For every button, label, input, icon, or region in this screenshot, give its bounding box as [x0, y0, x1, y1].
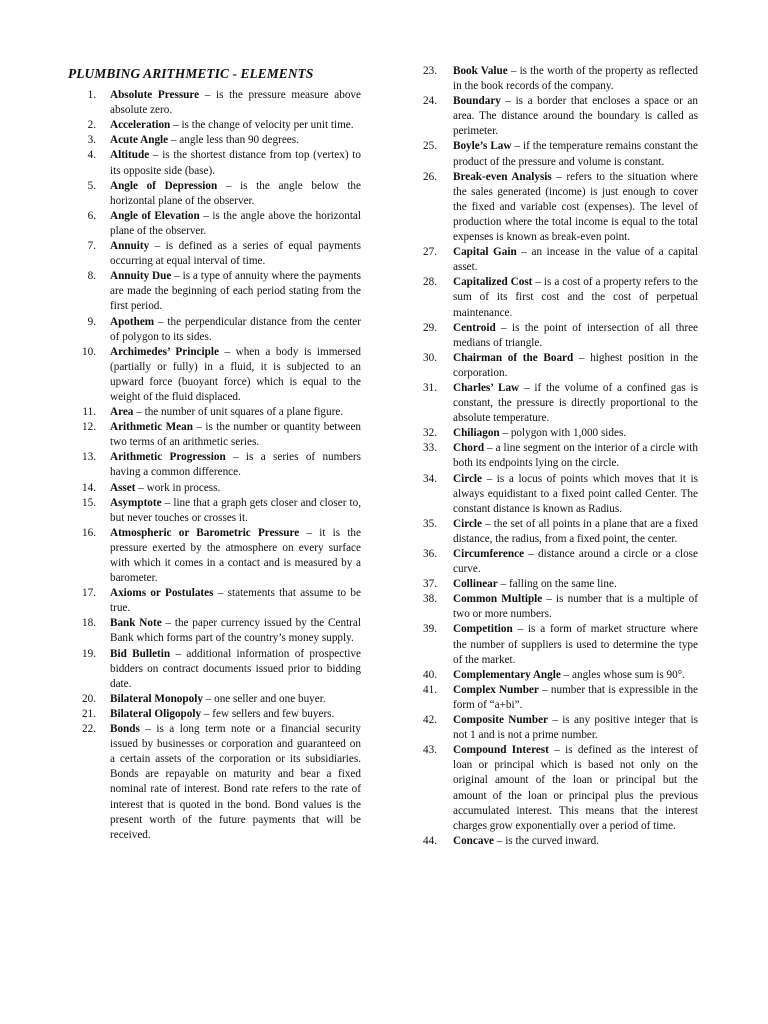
entry-body	[96, 345, 361, 405]
entry-body	[437, 170, 698, 245]
entry-term: Circle	[453, 517, 482, 530]
entry-definition: – is a type of annuity where the payments are made the beginning of each period stating from the first period.	[110, 270, 361, 313]
entry-body	[437, 426, 698, 441]
entry-definition: – is any positive integer that is not 1 and is not a prime number.	[453, 714, 698, 742]
entry-number: 43.	[423, 744, 437, 757]
entry-body	[437, 743, 698, 834]
entry-body	[437, 381, 698, 426]
entry-definition: – the perpendicular distance from the center of polygon to its sides.	[110, 315, 361, 343]
entry-definition: – line that a graph gets closer and closer to, but never touches or crosses it.	[110, 496, 361, 524]
entry-definition: – is the worth of the property as reflected in the book records of the company.	[453, 65, 698, 93]
entry-body	[437, 472, 698, 517]
entry-body	[437, 351, 698, 381]
definition-entry	[412, 834, 698, 849]
entry-definition: – is the change of velocity per unit time.	[170, 119, 354, 132]
entry-definition: – is a border that encloses a space or an area. The distance around the boundary is called as perimeter.	[453, 95, 698, 138]
definition-entry	[412, 592, 698, 622]
entry-term: Centroid	[453, 321, 496, 334]
entry-term: Circumference	[453, 548, 525, 560]
entry-definition: – refers to the situation where the sales generated (income) is just enough to cover the fixed and variable cost (expenses). The level of production where the total income is equal to the total expenses is known as break-even point.	[453, 170, 698, 244]
left-entry-list	[68, 88, 361, 843]
entry-term: Annuity	[110, 240, 150, 253]
entry-number: 41.	[423, 683, 437, 696]
entry-term: Collinear	[453, 578, 498, 591]
entry-definition: – is defined as a series of equal payments occurring at equal interval of time.	[110, 240, 361, 268]
definition-entry	[412, 139, 698, 169]
entry-definition: – additional information of prospective bidders on contract documents issued prior to bidding date.	[110, 647, 361, 690]
entry-definition: – is the point of intersection of all three medians of triangle.	[453, 321, 698, 349]
entry-term: Area	[110, 406, 134, 419]
right-column	[412, 64, 698, 849]
entry-term: Axioms or Postulates	[110, 587, 214, 600]
entry-definition: – is the curved inward.	[494, 834, 600, 847]
entry-definition: – is number that is a multiple of two or more numbers.	[453, 593, 698, 621]
entry-definition: – number that is expressible in the form of “a+bi”.	[453, 683, 699, 711]
entry-body	[437, 275, 698, 320]
entry-body	[437, 547, 698, 577]
definition-entry	[412, 622, 698, 667]
entry-body	[96, 420, 361, 450]
entry-number: 15.	[82, 496, 96, 509]
entry-definition: – is a long term note or a financial security issued by businesses or corporation and guaranteed on a certain assets of the corporation or its subsidiaries. Bonds are repayable on maturity and bear a fixed nominal rate of interest. Bond rate refers to the rate of interest that is quoted in the bond. Bond values is the present worth of the future payments that will be received.	[110, 723, 361, 841]
entry-body	[437, 139, 698, 169]
definition-entry	[68, 450, 361, 480]
entry-definition: – statements that assume to be true.	[110, 587, 361, 615]
entry-term: Compound Interest	[453, 744, 549, 757]
entry-number: 24.	[423, 95, 437, 108]
entry-term: Charles’ Law	[453, 381, 520, 394]
entry-body	[437, 517, 698, 547]
entry-term: Boyle’s Law	[453, 140, 512, 153]
entry-number: 22.	[82, 723, 96, 736]
entry-body	[96, 586, 361, 616]
entry-term: Capitalized Cost	[453, 276, 533, 289]
definition-entry	[412, 245, 698, 275]
entry-definition: – distance around a circle or a close curve.	[453, 548, 698, 576]
entry-term: Circle	[453, 472, 482, 485]
entry-body	[96, 405, 361, 420]
entry-definition: – work in process.	[135, 481, 221, 494]
entry-body	[437, 668, 698, 683]
entry-term: Boundary	[453, 95, 501, 108]
entry-number: 36.	[423, 548, 437, 560]
entry-number: 3.	[87, 134, 96, 147]
definition-entry	[412, 547, 698, 577]
entry-definition: – is a form of market structure where the number of suppliers is used to determine the type of the market.	[453, 623, 698, 666]
entry-term: Common Multiple	[453, 593, 543, 606]
entry-term: Break-even Analysis	[453, 170, 552, 183]
entry-number: 18.	[82, 617, 96, 630]
entry-definition: – it is the pressure exerted by the atmosphere on every surface with which it comes in a contact and is measured by a barometer.	[110, 526, 361, 585]
definition-entry	[68, 526, 361, 586]
entry-number: 35.	[423, 517, 437, 530]
definition-entry	[412, 668, 698, 683]
entry-number: 30.	[423, 351, 437, 364]
entry-body	[96, 148, 361, 178]
entry-term: Asymptote	[110, 496, 162, 509]
entry-number: 1.	[87, 89, 96, 102]
entry-number: 25.	[423, 140, 437, 153]
definition-entry	[412, 275, 698, 320]
entry-term: Acceleration	[110, 119, 171, 132]
entry-number: 34.	[423, 472, 437, 485]
definition-entry	[412, 517, 698, 547]
entry-body	[96, 496, 361, 526]
definition-entry	[68, 692, 361, 707]
definition-entry	[68, 88, 361, 118]
definition-entry	[68, 707, 361, 722]
entry-term: Angle of Elevation	[110, 209, 200, 222]
entry-number: 40.	[423, 668, 437, 681]
definition-entry	[68, 345, 361, 405]
entry-number: 13.	[82, 451, 96, 464]
entry-number: 4.	[87, 149, 96, 162]
entry-body	[96, 88, 361, 118]
entry-term: Book Value	[453, 65, 508, 77]
entry-definition: – is the angle below the horizontal plane of the observer.	[110, 179, 361, 207]
definition-entry	[68, 405, 361, 420]
entry-body	[96, 647, 361, 692]
entry-definition: – is a series of numbers having a common difference.	[110, 451, 361, 479]
definition-entry	[68, 586, 361, 616]
definition-entry	[68, 315, 361, 345]
entry-definition: – when a body is immersed (partially or fully) in a fluid, it is subjected to an upward force (buoyant force) which is equal to the weight of the fluid displaced.	[110, 345, 362, 403]
entry-number: 37.	[423, 578, 437, 591]
entry-definition: – is the pressure measure above absolute zero.	[110, 89, 361, 117]
entry-body	[437, 834, 698, 849]
entry-body	[96, 315, 361, 345]
entry-term: Arithmetic Progression	[110, 451, 226, 464]
entry-term: Archimedes’ Principle	[110, 345, 219, 358]
entry-body	[96, 707, 361, 722]
entry-definition: – a line segment on the interior of a circle with both its endpoints lying on the circle.	[453, 442, 698, 470]
entry-definition: – few sellers and few buyers.	[201, 707, 335, 720]
entry-body	[437, 683, 698, 713]
entry-number: 12.	[82, 421, 96, 434]
definition-entry	[412, 441, 698, 471]
entry-number: 31.	[423, 381, 437, 394]
definition-entry	[412, 683, 698, 713]
entry-number: 17.	[82, 587, 96, 600]
entry-number: 28.	[423, 276, 437, 289]
entry-term: Annuity Due	[110, 270, 172, 283]
entry-body	[437, 592, 698, 622]
entry-term: Bilateral Oligopoly	[110, 707, 202, 720]
entry-number: 23.	[423, 65, 437, 77]
entry-definition: – is a locus of points which moves that it is always equidistant to a fixed point called Center. The constant distance is known as Radius.	[453, 472, 698, 515]
definition-entry	[68, 481, 361, 496]
entry-term: Angle of Depression	[110, 179, 218, 192]
definition-entry	[68, 420, 361, 450]
entry-term: Concave	[453, 834, 495, 847]
entry-definition: – an incease in the value of a capital asset.	[453, 246, 698, 274]
definition-entry	[412, 351, 698, 381]
definition-entry	[68, 496, 361, 526]
entry-body	[96, 526, 361, 586]
entry-definition: – highest position in the corporation.	[453, 351, 698, 379]
entry-body	[437, 622, 698, 667]
entry-definition: – if the volume of a confined gas is constant, the pressure is directly proportional to the absolute temperature.	[453, 381, 698, 425]
entry-term: Capital Gain	[453, 246, 517, 259]
entry-term: Bank Note	[110, 617, 162, 630]
definition-entry	[412, 713, 698, 743]
entry-number: 16.	[82, 526, 96, 539]
entry-body	[437, 321, 698, 351]
definition-entry	[68, 148, 361, 178]
entry-term: Asset	[110, 481, 136, 494]
entry-term: Arithmetic Mean	[110, 421, 193, 434]
entry-number: 26.	[423, 170, 437, 183]
entry-body	[437, 441, 698, 471]
definition-entry	[412, 426, 698, 441]
entry-term: Chairman of the Board	[453, 351, 574, 364]
entry-number: 9.	[87, 315, 96, 328]
entry-number: 27.	[423, 246, 437, 259]
entry-term: Atmospheric or Barometric Pressure	[110, 526, 300, 539]
entry-term: Chord	[453, 442, 485, 455]
definition-entry	[412, 321, 698, 351]
definition-entry	[412, 577, 698, 592]
entry-number: 42.	[423, 714, 437, 727]
entry-term: Bonds	[110, 723, 140, 736]
entry-term: Competition	[453, 623, 513, 636]
entry-term: Acute Angle	[110, 134, 169, 147]
entry-body	[437, 64, 698, 94]
definition-entry	[68, 133, 361, 148]
entry-term: Composite Number	[453, 714, 549, 727]
entry-number: 8.	[87, 270, 96, 283]
entry-number: 7.	[87, 240, 96, 253]
definition-entry	[68, 269, 361, 314]
entry-body	[96, 616, 361, 646]
entry-term: Absolute Pressure	[110, 89, 200, 102]
entry-number: 44.	[423, 834, 437, 847]
definition-entry	[68, 722, 361, 843]
definition-entry	[68, 118, 361, 133]
entry-number: 29.	[423, 321, 437, 334]
entry-body	[437, 713, 698, 743]
entry-definition: – angles whose sum is 90°.	[560, 668, 685, 681]
entry-number: 10.	[82, 345, 96, 358]
entry-number: 6.	[87, 209, 96, 222]
entry-term: Complementary Angle	[453, 668, 561, 681]
entry-definition: – is the number or quantity between two terms of an arithmetic series.	[110, 421, 362, 449]
entry-number: 39.	[423, 623, 437, 636]
left-column	[68, 64, 361, 843]
definition-entry	[68, 647, 361, 692]
entry-body	[96, 692, 361, 707]
entry-body	[96, 209, 361, 239]
entry-body	[96, 239, 361, 269]
entry-term: Bid Bulletin	[110, 647, 171, 660]
entry-body	[437, 94, 698, 139]
definition-entry	[412, 743, 698, 834]
entry-definition: – is a cost of a property refers to the sum of its first cost and the cost of perpetual maintenance.	[453, 276, 698, 319]
entry-body	[96, 450, 361, 480]
entry-term: Complex Number	[453, 683, 539, 696]
definition-entry	[68, 209, 361, 239]
entry-definition: – the number of unit squares of a plane figure.	[133, 406, 344, 419]
entry-term: Chiliagon	[453, 427, 500, 440]
entry-number: 33.	[423, 442, 437, 455]
entry-body	[96, 133, 361, 148]
entry-definition: – is defined as the interest of loan or principal which is based not only on the original amount of the loan or principal but the amount of the loan or principal plus the previous accumulated interest. This means that the interest charges grow exponentially over a period of time.	[453, 744, 698, 832]
entry-definition: – falling on the same line.	[497, 578, 617, 591]
entry-number: 2.	[87, 119, 96, 132]
entry-number: 20.	[82, 692, 96, 705]
definition-entry	[412, 170, 698, 245]
entry-body	[96, 179, 361, 209]
entry-definition: – the paper currency issued by the Central Bank which forms part of the country’s money supply.	[110, 617, 361, 645]
entry-number: 19.	[82, 647, 96, 660]
entry-body	[96, 269, 361, 314]
entry-term: Bilateral Monopoly	[110, 692, 203, 705]
entry-body	[437, 577, 698, 592]
entry-definition: – is the shortest distance from top (vertex) to its opposite side (base).	[110, 149, 361, 177]
entry-number: 32.	[423, 427, 437, 440]
entry-term: Altitude	[110, 149, 150, 162]
entry-body	[96, 722, 361, 843]
definition-entry	[412, 94, 698, 139]
entry-definition: – polygon with 1,000 sides.	[499, 427, 627, 440]
entry-body	[96, 118, 361, 133]
entry-term: Apothem	[110, 315, 155, 328]
entry-body	[437, 245, 698, 275]
entry-definition: – if the temperature remains constant the product of the pressure and volume is constant.	[453, 140, 698, 168]
entry-number: 11.	[82, 406, 96, 419]
entry-number: 21.	[82, 707, 96, 720]
entry-number: 14.	[82, 481, 96, 494]
entry-number: 5.	[87, 179, 96, 192]
entry-definition: – one seller and one buyer.	[202, 692, 326, 705]
definition-entry	[68, 616, 361, 646]
definition-entry	[412, 381, 698, 426]
entry-body	[96, 481, 361, 496]
definition-entry	[412, 64, 698, 94]
entry-definition: – is the angle above the horizontal plane of the observer.	[110, 209, 361, 237]
entry-number: 38.	[423, 593, 437, 606]
document-title: PLUMBING ARITHMETIC - ELEMENTS	[68, 66, 314, 81]
definition-entry	[412, 472, 698, 517]
entry-definition: – the set of all points in a plane that are a fixed distance, the radius, from a fixed point, the center.	[453, 517, 698, 545]
right-entry-list	[412, 64, 698, 849]
definition-entry	[68, 239, 361, 269]
definition-entry	[68, 179, 361, 209]
entry-definition: – angle less than 90 degrees.	[168, 134, 299, 147]
